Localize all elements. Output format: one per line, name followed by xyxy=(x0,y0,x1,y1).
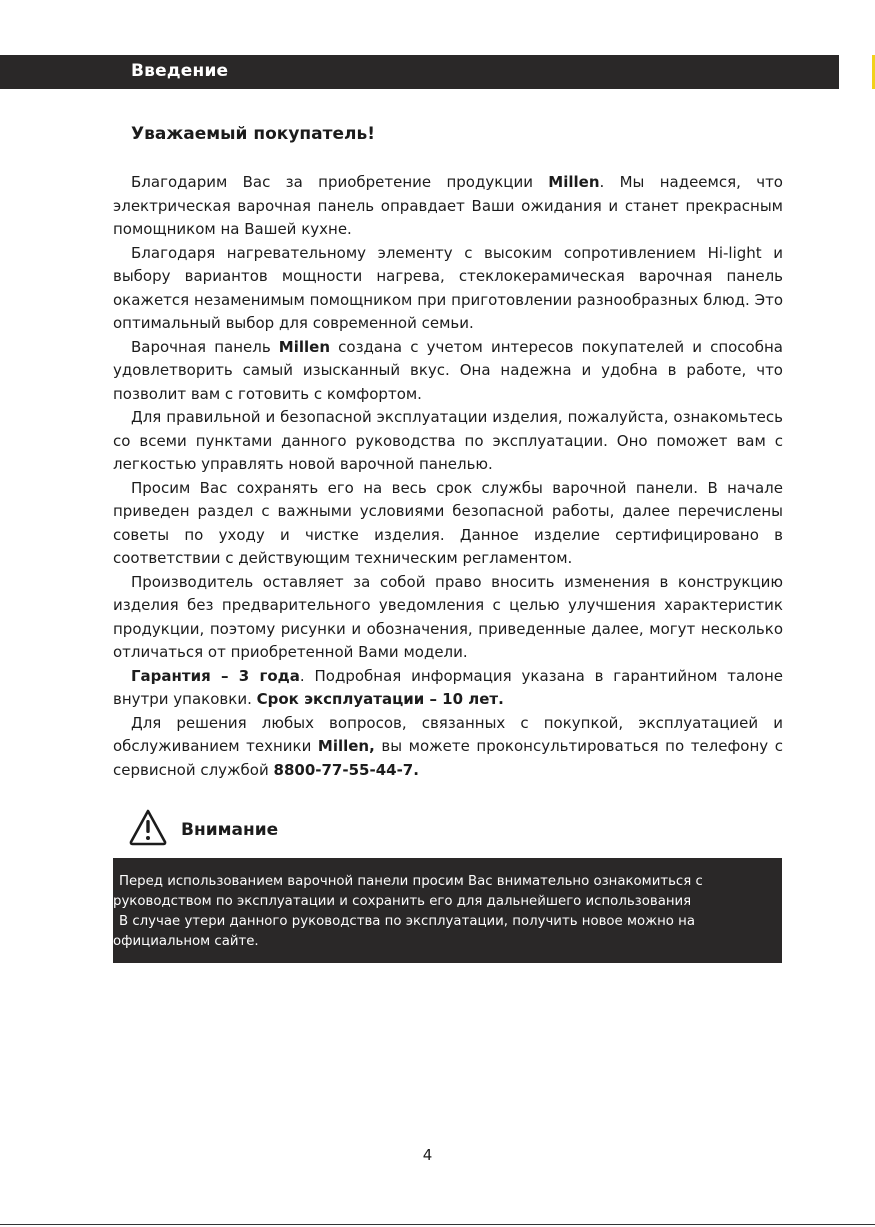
attention-title: Внимание xyxy=(181,820,279,840)
brand-name: Millen xyxy=(278,337,331,356)
paragraph-keep: Просим Вас сохранять его на весь срок службы варочной панели. В начале приведен раздел с важными условиями безопасной работы, далее перечислены советы по уходу и чистке изделия. Данное изделие сертифицировано в соответствии с действующим техническим регламентом. xyxy=(113,478,783,567)
text: . Мы надеемся, что электрическая варочная панель оправдает Ваши ожидания и станет прекрасным помощником на Вашей кухне. xyxy=(113,173,783,238)
attention-notice-box xyxy=(113,858,782,963)
paragraph-design xyxy=(113,336,783,407)
notice-line: В случае утери данного руководства по эксплуатации, получить новое можно на официальном сайте. xyxy=(113,914,696,949)
brand-name: Millen xyxy=(548,173,600,191)
paragraph-manual: Для правильной и безопасной эксплуатации изделия, пожалуйста, ознакомьтесь со всеми пунктами данного руководства по эксплуатации. Оно поможет вам с легкостью управлять новой варочной панелью. xyxy=(113,408,783,473)
text: Варочная панель xyxy=(131,337,279,356)
paragraph-heating: Благодаря нагревательному элементу с высоким сопротивлением Hi-light и выбору вариантов мощности нагрева, стеклокерамическая варочная панель окажется незаменимым помощником при приготовлении разнообразных блюд. Это оптимальный выбор для современной семьи. xyxy=(113,243,783,332)
section-title: Введение xyxy=(131,61,229,81)
warranty-term: Гарантия – 3 года xyxy=(131,666,300,685)
text: вы можете проконсультироваться по телефону с сервисной службой xyxy=(113,737,783,779)
text: Для решения любых вопросов, связанных с покупкой, эксплуатацией и обслуживанием техники xyxy=(113,713,783,755)
intro-text xyxy=(113,171,783,782)
warning-triangle-icon xyxy=(128,808,168,846)
greeting-heading: Уважаемый покупатель! xyxy=(131,124,375,144)
section-header-bar xyxy=(0,55,839,89)
brand-name: Millen, xyxy=(317,737,375,755)
text: Благодарим Вас за приобретение продукции xyxy=(131,173,549,191)
service-phone: 8800-77-55-44-7. xyxy=(273,760,419,779)
paragraph-warranty xyxy=(113,665,783,712)
notice-line: Перед использованием варочной панели просим Вас внимательно ознакомиться с руководством по эксплуатации и сохранить его для дальнейшего использования xyxy=(113,874,703,909)
paragraph-service xyxy=(113,712,783,783)
text: . Подробная информация указана в гарантийном талоне внутри упаковки. xyxy=(113,666,783,708)
paragraph-thanks xyxy=(113,171,783,242)
text: создана с учетом интересов покупателей и способна удовлетворить самый изысканный вкус. Она надежна и удобна в работе, что позволит вам с готовить с комфортом. xyxy=(113,337,783,403)
page-number: 4 xyxy=(422,1146,433,1164)
service-life: Срок эксплуатации – 10 лет. xyxy=(256,690,504,708)
paragraph-changes: Производитель оставляет за собой право вносить изменения в конструкцию изделия без предварительного уведомления с целью улучшения характеристик продукции, поэтому рисунки и обозначения, приведенные далее, могут несколько отличаться от приобретенной Вами модели. xyxy=(113,572,783,661)
bottom-divider xyxy=(0,1224,875,1225)
